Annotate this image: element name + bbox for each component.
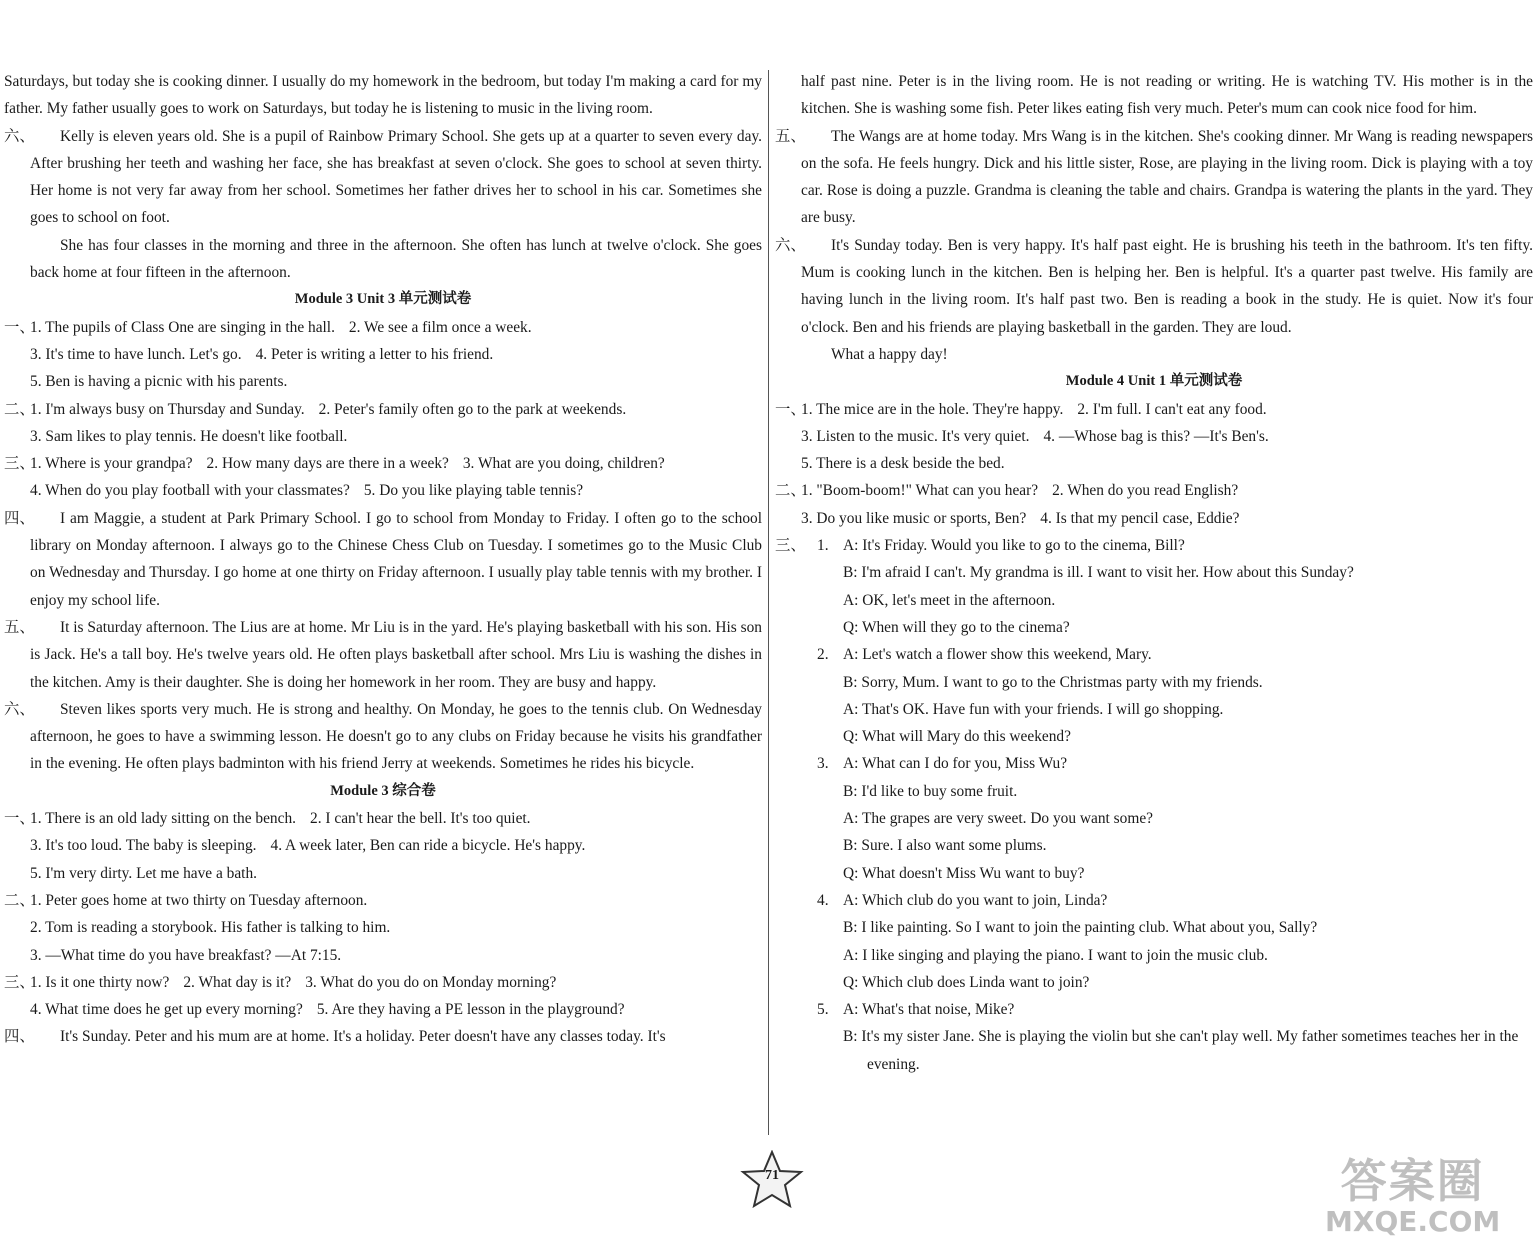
answer-item: 3. It's too loud. The baby is sleeping.	[30, 837, 257, 855]
answer-item: 4. Is that my pencil case, Eddie?	[1040, 509, 1240, 527]
paragraph: Kelly is eleven years old. She is a pupil of Rainbow Primary School. She gets up at a quarter to seven every day. After brushing her teeth and washing her face, she has breakfast at seven o'clock. She goes to school at seven thirty. Her home is not very far away from her school. Sometimes her father drives her to school in his car. Sometimes she goes to school on foot.	[30, 127, 762, 227]
dialogue-line: A: OK, let's meet in the afternoon.	[843, 591, 1056, 609]
dialogue-line: A: What's that noise, Mike?	[843, 1001, 1015, 1019]
dialogue	[817, 887, 1533, 996]
paragraph: The Wangs are at home today. Mrs Wang is in the kitchen. She's cooking dinner. Mr Wang is reading newspapers on the sofa. He feels hungry. Dick and his little sister, Rose, are playing in the living room. Dick is playing with a toy car. Rose is doing a puzzle. Grandma is cleaning the table and chairs. Grandpa is watering the plants in the yard. They are busy.	[801, 127, 1533, 227]
section-heading: Module 3 综合卷	[330, 782, 436, 799]
right-column	[775, 68, 1533, 1078]
answer-item: 2. Tom is reading a storybook. His father is talking to him.	[30, 919, 391, 937]
dialogue	[817, 641, 1533, 750]
dialogue	[817, 532, 1533, 641]
watermark-url: MXQE.COM	[1325, 1205, 1501, 1238]
section-c4	[4, 1023, 762, 1050]
paragraph: It is Saturday afternoon. The Lius are at home. Mr Liu is in the yard. He's playing basketball with his son. His son is Jack. He's a tall boy. He's twelve years old. He often plays basketball after school. Mrs Liu is washing the dishes in the kitchen. Amy is their daughter. She is doing her homework in her room. They are busy and happy.	[30, 618, 762, 691]
dialogue-number: 3.	[817, 755, 829, 773]
dialogue-line: A: That's OK. Have fun with your friends. I will go shopping.	[843, 700, 1224, 718]
paragraph: She has four classes in the morning and three in the afternoon. She often has lunch at twelve o'clock. She goes back home at four fifteen in the afternoon.	[30, 236, 762, 282]
dialogue-line: B: Sure. I also want some plums.	[843, 837, 1047, 855]
dialogue-line: Q: When will they go to the cinema?	[843, 618, 1070, 636]
answer-item: 1. The pupils of Class One are singing in the hall.	[30, 318, 335, 336]
section-6a	[4, 123, 762, 287]
section-heading: Module 3 Unit 3 单元测试卷	[294, 291, 472, 308]
dialogue-line: B: I like painting. So I want to join the painting club. What about you, Sally?	[843, 919, 1318, 937]
answer-item: 4. When do you play football with your classmates?	[30, 482, 350, 500]
dialogue-line: Q: Which club does Linda want to join?	[843, 973, 1090, 991]
answer-item: 2. What day is it?	[183, 973, 292, 991]
dialogue-number: 1.	[817, 537, 829, 555]
dialogue-line: A: What can I do for you, Miss Wu?	[843, 755, 1068, 773]
dialogue-number: 2.	[817, 646, 829, 664]
section-label: 六、	[4, 700, 35, 718]
answer-item: 5. Do you like playing table tennis?	[363, 482, 584, 500]
answer-item: 1. "Boom-boom!" What can you hear?	[801, 482, 1039, 500]
answer-item: 3. —What time do you have breakfast? —At 7:15.	[30, 946, 342, 964]
section-c6	[775, 232, 1533, 368]
answer-item: 5. Ben is having a picnic with his parents.	[30, 373, 288, 391]
answer-item: 1. There is an old lady sitting on the bench.	[30, 810, 297, 828]
dialogue-line: A: I like singing and playing the piano. I want to join the music club.	[843, 946, 1268, 964]
section-label: 三、	[4, 973, 35, 991]
answer-item: 5. I'm very dirty. Let me have a bath.	[30, 864, 257, 882]
watermark-logo: 答案圈	[1340, 1154, 1485, 1208]
section-2	[4, 396, 762, 451]
answer-item: 2. I can't hear the bell. It's too quiet.	[310, 810, 531, 828]
dialogue-number: 4.	[817, 891, 829, 909]
section-label: 二、	[4, 891, 35, 909]
answer-item: 4. What time does he get up every morning?	[30, 1001, 303, 1019]
section-label: 五、	[775, 127, 806, 145]
section-c3	[4, 969, 762, 1024]
answer-item: 3. Listen to the music. It's very quiet.	[801, 427, 1030, 445]
dialogue-line: B: I'd like to buy some fruit.	[843, 782, 1018, 800]
dialogue-line: A: Which club do you want to join, Linda?	[843, 891, 1108, 909]
dialogue-line: A: The grapes are very sweet. Do you want some?	[843, 810, 1153, 828]
answer-item: 4. A week later, Ben can ride a bicycle. He's happy.	[270, 837, 586, 855]
paragraph: I am Maggie, a student at Park Primary School. I go to school from Monday to Friday. I often go to the school library on Monday afternoon. I always go to the Chinese Chess Club on Tuesday. I sometimes go to the Music Club on Wednesday and Thursday. I go home at one thirty on Friday afternoon. I usually play table tennis with my brother. I enjoy my school life.	[30, 509, 762, 609]
paragraph: It's Sunday today. Ben is very happy. It's half past eight. He is brushing his teeth in the bathroom. It's ten fifty. Mum is cooking lunch in the kitchen. Ben is helping her. Ben is helpful. It's a quarter past twelve. His family are having lunch in the living room. It's half past two. Ben is reading a book in the study. He is quiet. Now it's four o'clock. Ben and his friends are playing basketball in the garden. They are loud.	[801, 236, 1533, 336]
answer-item: 2. We see a film once a week.	[348, 318, 532, 336]
section-label: 三、	[4, 455, 35, 473]
dialogue-line: A: Let's watch a flower show this weekend, Mary.	[843, 646, 1152, 664]
section-d2	[775, 477, 1533, 532]
answer-item: 3. What are you doing, children?	[462, 455, 665, 473]
dialogue-line: B: It's my sister Jane. She is playing the violin but she can't play well. My father sometimes teaches her in the evening.	[843, 1028, 1519, 1073]
section-c2	[4, 887, 762, 969]
dialogue-line: Q: What doesn't Miss Wu want to buy?	[843, 864, 1085, 882]
page-number-badge	[740, 1150, 804, 1208]
answer-item: 5. Are they having a PE lesson in the playground?	[316, 1001, 625, 1019]
left-column	[4, 68, 762, 1051]
section-1	[4, 314, 762, 396]
dialogue-line: A: It's Friday. Would you like to go to the cinema, Bill?	[843, 537, 1185, 555]
section-label: 六、	[775, 236, 806, 254]
answer-item: 1. I'm always busy on Thursday and Sunday.	[30, 400, 305, 418]
answer-item: 3. Do you like music or sports, Ben?	[801, 509, 1027, 527]
section-label: 三、	[775, 537, 806, 555]
answer-item: 1. Is it one thirty now?	[30, 973, 170, 991]
answer-item: 2. I'm full. I can't eat any food.	[1077, 400, 1267, 418]
section-label: 四、	[4, 1028, 35, 1046]
paragraph: It's Sunday. Peter and his mum are at home. It's a holiday. Peter doesn't have any classes today. It's	[60, 1028, 666, 1046]
dialogue	[817, 996, 1533, 1078]
answer-item: 2. When do you read English?	[1052, 482, 1239, 500]
section-label: 一、	[775, 400, 806, 418]
answer-item: 1. Peter goes home at two thirty on Tuesday afternoon.	[30, 891, 368, 909]
answer-item: 2. Peter's family often go to the park at weekends.	[318, 400, 627, 418]
answer-item: 1. The mice are in the hole. They're happy.	[801, 400, 1064, 418]
section-label: 五、	[4, 618, 35, 636]
section-heading: Module 4 Unit 1 单元测试卷	[1065, 373, 1243, 390]
paragraph: half past nine. Peter is in the living room. He is not reading or writing. He is watching TV. His mother is in the kitchen. She is washing some fish. Peter likes eating fish very much. Peter's mum can cook nice food for him.	[801, 73, 1533, 118]
page-number: 71	[765, 1168, 779, 1183]
paragraph: Saturdays, but today she is cooking dinner. I usually do my homework in the bedroom, but today I'm making a card for my father. My father usually goes to work on Saturdays, but today he is listening to music in the living room.	[4, 73, 762, 118]
section-6	[4, 696, 762, 778]
section-label: 一、	[4, 318, 35, 336]
dialogue-line: B: I'm afraid I can't. My grandma is ill. I want to visit her. How about this Sunday?	[843, 564, 1354, 582]
section-label: 六、	[4, 127, 35, 145]
column-divider	[768, 70, 769, 1135]
section-d1	[775, 396, 1533, 478]
watermark	[1325, 1145, 1500, 1238]
section-c5	[775, 123, 1533, 232]
answer-item: 1. Where is your grandpa?	[30, 455, 193, 473]
section-c1	[4, 805, 762, 887]
answer-item: 4. —Whose bag is this? —It's Ben's.	[1043, 427, 1269, 445]
paragraph: Steven likes sports very much. He is strong and healthy. On Monday, he goes to the tennis club. On Wednesday afternoon, he goes to have a swimming lesson. He doesn't go to any clubs on Friday because he visits his grandfather in the evening. He often plays badminton with his friend Jerry at weekends. Sometimes he rides his bicycle.	[30, 700, 762, 773]
dialogue	[817, 750, 1533, 886]
section-d3	[775, 532, 1533, 1078]
answer-item: 3. It's time to have lunch. Let's go.	[30, 345, 242, 363]
answer-item: 4. Peter is writing a letter to his friend.	[255, 345, 494, 363]
section-label: 二、	[775, 482, 806, 500]
paragraph: What a happy day!	[831, 345, 948, 363]
answer-item: 2. How many days are there in a week?	[206, 455, 449, 473]
answer-item: 3. Sam likes to play tennis. He doesn't like football.	[30, 427, 348, 445]
section-3	[4, 450, 762, 505]
dialogue-line: Q: What will Mary do this weekend?	[843, 728, 1071, 746]
section-4	[4, 505, 762, 614]
section-5	[4, 614, 762, 696]
section-label: 四、	[4, 509, 35, 527]
dialogue-line: B: Sorry, Mum. I want to go to the Christmas party with my friends.	[843, 673, 1263, 691]
dialogue-number: 5.	[817, 1001, 829, 1019]
answer-item: 3. What do you do on Monday morning?	[305, 973, 557, 991]
section-label: 一、	[4, 810, 35, 828]
answer-item: 5. There is a desk beside the bed.	[801, 455, 1005, 473]
section-label: 二、	[4, 400, 35, 418]
